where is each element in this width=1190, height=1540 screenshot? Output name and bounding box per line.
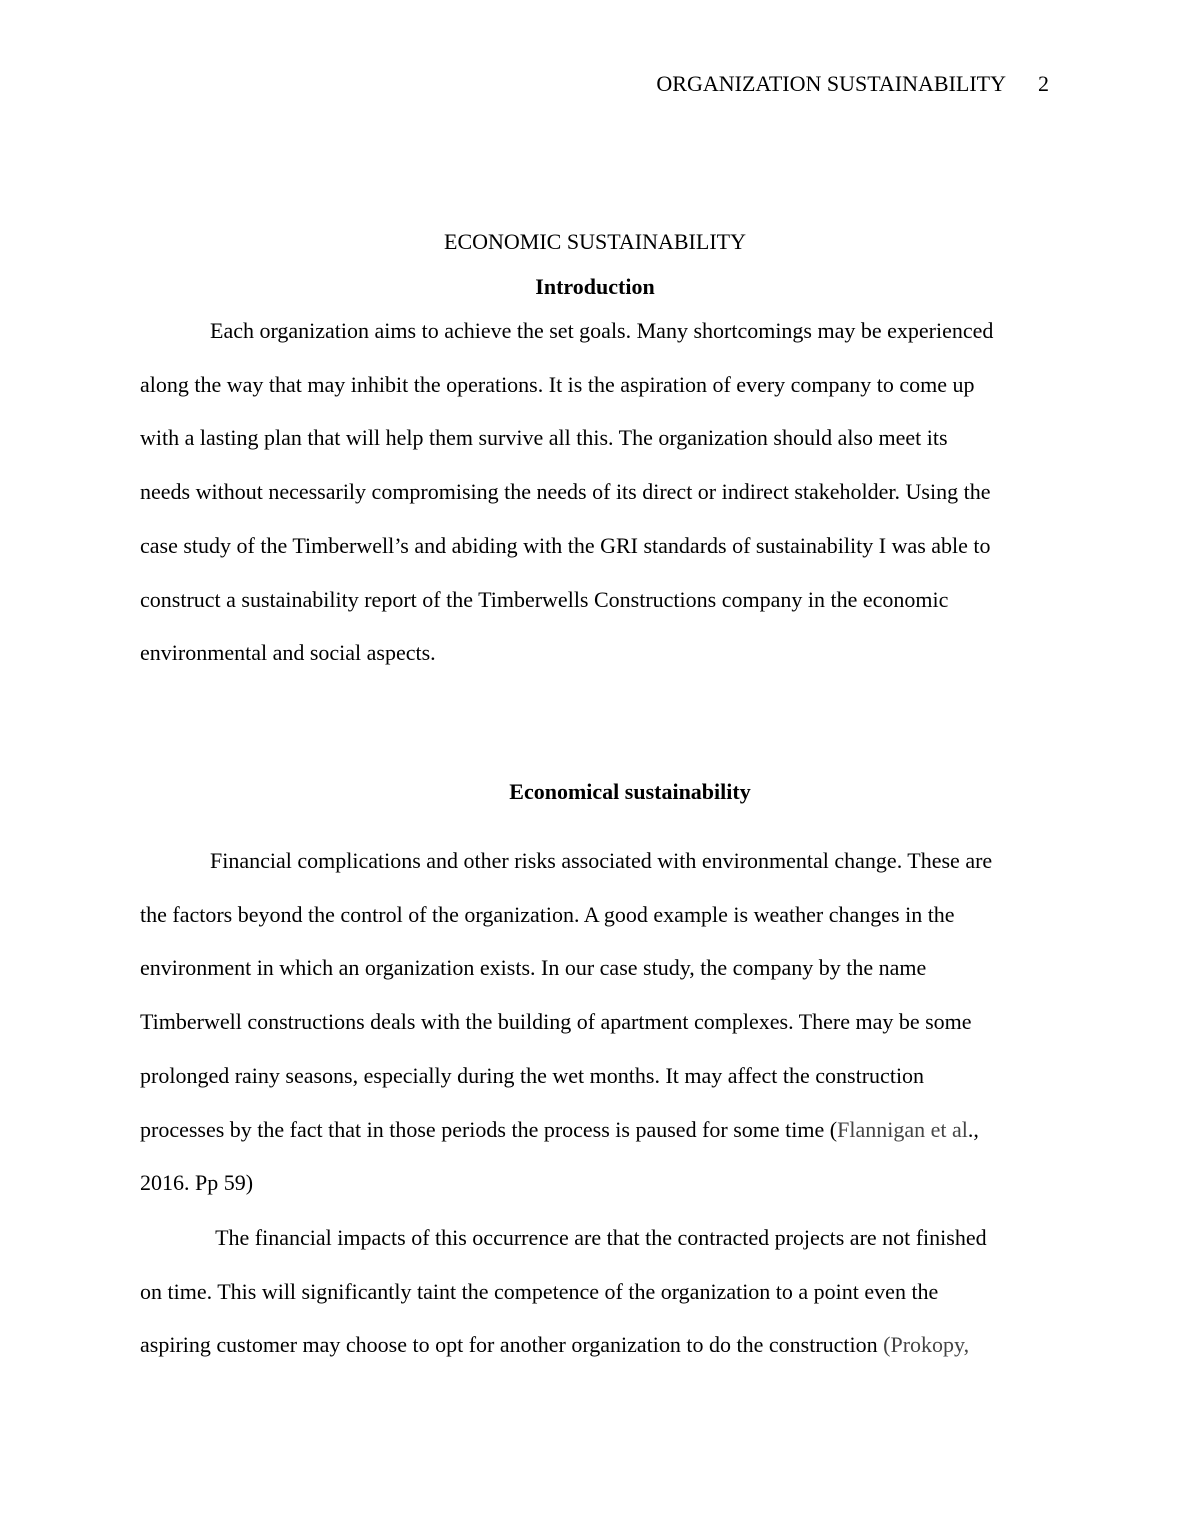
citation: Flannigan et al	[837, 1116, 968, 1142]
paragraph-line: case study of the Timberwell’s and abiding with the GRI standards of sustainability I was able to	[140, 532, 991, 558]
line-text: processes by the fact that in those periods the process is paused for some time (	[140, 1116, 838, 1142]
page-number: 2	[1038, 71, 1049, 96]
introduction-paragraph	[140, 304, 1050, 680]
economical-sustainability-heading: Economical sustainability	[509, 779, 751, 804]
paragraph-line: with a lasting plan that will help them survive all this. The organization should also meet its	[140, 425, 948, 451]
running-head-title: ORGANIZATION SUSTAINABILITY	[656, 71, 1006, 96]
paragraph-line: the factors beyond the control of the organization. A good example is weather changes in the	[140, 901, 955, 927]
paragraph-line: Each organization aims to achieve the set goals. Many shortcomings may be experienced	[210, 318, 994, 343]
citation: (Prokopy,	[883, 1332, 970, 1358]
paragraph-line: along the way that may inhibit the operations. It is the aspiration of every company to come up	[140, 371, 975, 397]
introduction-heading: Introduction	[535, 274, 655, 299]
paragraph-line-with-citation	[140, 1103, 1050, 1157]
paragraph-line: The financial impacts of this occurrence are that the contracted projects are not finished	[210, 1225, 987, 1250]
paragraph-line: needs without necessarily compromising the needs of its direct or indirect stakeholder. Using the	[140, 479, 991, 505]
economical-paragraph-1	[140, 834, 1050, 1210]
running-header	[656, 70, 1049, 98]
document-title: ECONOMIC SUSTAINABILITY	[444, 229, 746, 254]
paragraph-line-with-citation	[140, 1318, 1050, 1372]
paragraph-line: on time. This will significantly taint the competence of the organization to a point even the	[140, 1278, 939, 1304]
paragraph-line: Financial complications and other risks associated with environmental change. These are	[210, 848, 993, 873]
paragraph-line: 2016. Pp 59)	[140, 1170, 254, 1196]
paragraph-line: Timberwell constructions deals with the building of apartment complexes. There may be some	[140, 1009, 972, 1035]
paragraph-line: prolonged rainy seasons, especially during the wet months. It may affect the construction	[140, 1062, 925, 1088]
paragraph-line: environment in which an organization exists. In our case study, the company by the name	[140, 955, 927, 981]
economical-paragraph-2	[140, 1211, 1050, 1372]
paragraph-line: environmental and social aspects.	[140, 640, 436, 666]
line-end: .,	[967, 1116, 979, 1142]
line-text: aspiring customer may choose to opt for another organization to do the construction	[140, 1332, 884, 1358]
paragraph-line: construct a sustainability report of the Timberwells Constructions company in the economic	[140, 586, 949, 612]
